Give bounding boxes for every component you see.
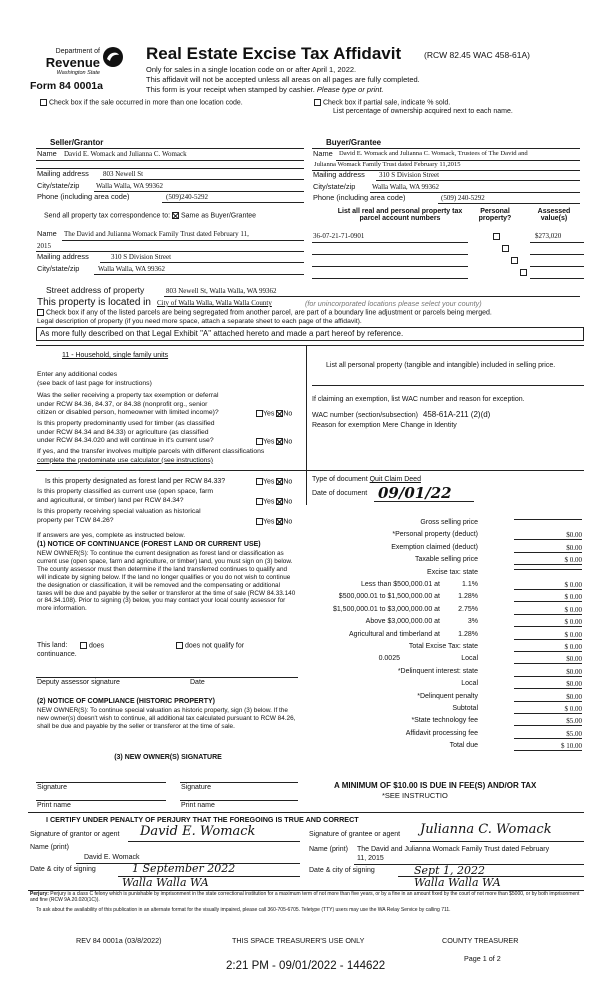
parcel-col1-h2: parcel account numbers bbox=[359, 215, 441, 222]
forest-yes-checkbox[interactable] bbox=[256, 478, 263, 485]
form-number: Form 84 0001a bbox=[30, 80, 103, 92]
parcel-col2-header bbox=[472, 208, 518, 222]
reason-line bbox=[312, 422, 457, 429]
tax-row bbox=[300, 606, 590, 618]
tax-row-value[interactable] bbox=[514, 569, 582, 570]
correspondence-line bbox=[44, 212, 256, 219]
buyer-name-line2[interactable]: Julianna Womack Family Trust dated February 11,2015 bbox=[314, 161, 461, 168]
does-check[interactable] bbox=[80, 642, 104, 649]
sig-grantor-label: Signature of grantor or agent bbox=[30, 831, 120, 838]
buyer-name-line1[interactable]: David E. Womack and Julianna C. Womack, Trustees of The David and bbox=[339, 150, 528, 157]
personal-property-list: List all personal property (tangible and intangible) included in selling price. bbox=[326, 362, 556, 369]
located-value[interactable]: City of Walla Walla, Walla Walla County bbox=[157, 299, 272, 307]
tax-row-rate: 1.1% bbox=[462, 581, 478, 588]
correspondence-label: Send all property tax correspondence to: bbox=[44, 212, 171, 220]
seller-city-label: City/state/zip bbox=[37, 181, 80, 190]
corr-name-line2[interactable]: 2015 bbox=[37, 242, 51, 250]
tax-row bbox=[300, 531, 590, 543]
multi-q1: If yes, and the transfer involves multiple parcels with different classifications bbox=[37, 448, 265, 455]
buyer-name-label: Name bbox=[313, 149, 333, 158]
tax-row-value[interactable]: $ 0.00 bbox=[514, 581, 582, 590]
buyer-phone[interactable]: (509) 240-5292 bbox=[441, 194, 485, 202]
corr-mailing[interactable]: 310 S Division Street bbox=[111, 253, 172, 261]
legal-description: As more fully described on that Legal Exhibit "A" attached hereto and made a part hereof by reference. bbox=[40, 329, 404, 338]
tax-row-value[interactable]: $ 0.00 bbox=[514, 631, 582, 640]
tax-row-value[interactable]: $0.00 bbox=[514, 655, 582, 664]
exempt-no-label: No bbox=[283, 410, 293, 418]
parcel-col2-h1: Personal bbox=[480, 208, 510, 215]
current-use-question bbox=[37, 488, 213, 505]
recording-stamp: 2:21 PM - 09/01/2022 - 144622 bbox=[226, 960, 386, 972]
tax-row bbox=[300, 556, 590, 568]
tax-row-rate: 3% bbox=[467, 618, 478, 626]
sub-line3 bbox=[146, 85, 384, 94]
page-number: Page 1 of 2 bbox=[464, 954, 501, 963]
seller-mailing-label: Mailing address bbox=[37, 169, 89, 178]
exempt-q2: under RCW 84.36, 84.37, or 84.38 (nonprofit org., senior bbox=[37, 400, 208, 408]
tax-row-value[interactable]: $0.00 bbox=[514, 531, 582, 540]
tax-row-label: Total due bbox=[449, 742, 478, 750]
forest-question: Is this property designated as forest land per RCW 84.33? bbox=[45, 478, 226, 485]
forest-yesno bbox=[256, 478, 292, 485]
sub-line2: This affidavit will not be accepted unless all areas on all pages are fully completed. bbox=[146, 75, 420, 84]
tax-row-value[interactable]: $ 10.00 bbox=[514, 742, 582, 751]
owner-signature-label-1: Signature bbox=[37, 784, 67, 791]
timber-question bbox=[37, 420, 215, 446]
tax-row bbox=[300, 544, 590, 556]
tax-row-rate: 2.75% bbox=[458, 605, 478, 613]
corr-name-line1[interactable]: The David and Julianna Womack Family Trust dated February 11, bbox=[64, 230, 249, 238]
corr-city-label: City/state/zip bbox=[37, 264, 80, 273]
current-use-yesno bbox=[256, 498, 292, 505]
tax-row-rate: 1.28% bbox=[458, 630, 478, 638]
legal-note: Legal description of property (if you need more space, attach a separate sheet to each page of the affidavit). bbox=[37, 318, 362, 325]
current-yes-label: Yes bbox=[263, 498, 275, 506]
sub-line3-italic: Please type or print. bbox=[316, 85, 384, 94]
this-land-l1: This land: bbox=[37, 642, 68, 649]
tax-row bbox=[300, 668, 590, 680]
minimum-due: A MINIMUM OF $10.00 IS DUE IN FEE(S) AND/OR TAX bbox=[334, 781, 537, 790]
parcel-col3-h1: Assessed bbox=[537, 208, 571, 215]
located-note: (for unincorporated locations please select your county) bbox=[305, 299, 482, 308]
perjury-text: Perjury is a class C felony which is punishable by imprisonment in the state correctional institution for a maximum term of not more than five years, or by a fine in an amount fixed by the court of not more than $5000, or by both imprisonment and fine (RCW 9A.20.020(1C)). bbox=[30, 891, 580, 903]
seller-name[interactable]: David E. Womack and Julianna C. Womack bbox=[64, 150, 187, 158]
tax-row-label: Affidavit processing fee bbox=[405, 729, 478, 737]
multi-location-checkbox[interactable] bbox=[40, 99, 47, 106]
doc-type[interactable]: Quit Claim Deed bbox=[369, 476, 421, 483]
grantee-name-line1[interactable]: The David and Julianna Womack Family Trust dated February bbox=[357, 846, 550, 853]
tax-row-value[interactable] bbox=[514, 519, 582, 520]
multi-location-check[interactable] bbox=[40, 99, 243, 106]
grantor-name[interactable]: David E. Womack bbox=[84, 854, 140, 861]
tax-row-value[interactable]: $ 0.00 bbox=[514, 606, 582, 615]
doc-date-label: Date of document bbox=[312, 490, 368, 497]
street-address[interactable]: 803 Newell St, Walla Walla, WA 99362 bbox=[166, 287, 277, 295]
form-rcw: (RCW 82.45 WAC 458-61A) bbox=[424, 50, 530, 60]
tax-row bbox=[300, 717, 590, 729]
tax-row-value[interactable]: $5.00 bbox=[514, 730, 582, 739]
owner-print-label-1: Print name bbox=[37, 802, 71, 809]
tax-row-rate: 1.28% bbox=[458, 593, 478, 601]
timber-yes-label: Yes bbox=[263, 438, 275, 446]
form-title: Real Estate Excise Tax Affidavit bbox=[146, 44, 402, 63]
sub-line1: Only for sales in a single location code on or after April 1, 2022. bbox=[146, 65, 357, 74]
tax-row-rate: 0.0025 bbox=[378, 655, 400, 663]
timber-yes-checkbox[interactable] bbox=[256, 438, 263, 445]
owner-print-label-2: Print name bbox=[181, 802, 215, 809]
tax-row-value[interactable]: $ 0.00 bbox=[514, 705, 582, 714]
tax-row-value[interactable]: $ 0.00 bbox=[514, 593, 582, 602]
current-no-checkbox[interactable] bbox=[276, 498, 283, 505]
tax-row-label: *Delinquent interest: state bbox=[397, 667, 478, 675]
seller-city[interactable]: Walla Walla, WA 99362 bbox=[96, 182, 164, 190]
partial-sale-label: Check box if partial sale, indicate % sold. bbox=[322, 99, 451, 107]
historic-yes-label: Yes bbox=[263, 518, 275, 526]
historic-q2: property per TCW 84.26? bbox=[37, 516, 114, 524]
grantor-date-label: Date & city of signing bbox=[30, 866, 96, 873]
tax-row-value[interactable]: $0.00 bbox=[514, 544, 582, 553]
tax-row-label: Local bbox=[461, 655, 478, 663]
certify-heading: I CERTIFY UNDER PENALTY OF PERJURY THAT THE FOREGOING IS TRUE AND CORRECT bbox=[46, 815, 359, 824]
tax-row-value[interactable]: $0.00 bbox=[514, 680, 582, 689]
tax-row bbox=[300, 680, 590, 692]
parcel-col1-h1: List all real and personal property tax bbox=[337, 208, 463, 215]
exempt-no-checkbox[interactable] bbox=[276, 410, 283, 417]
forest-no-checkbox[interactable] bbox=[276, 478, 283, 485]
reason-label: Reason for exemption bbox=[312, 422, 381, 429]
grantee-date[interactable]: Sept 1, 2022 bbox=[414, 864, 485, 877]
owner-signature-label-2: Signature bbox=[181, 784, 211, 791]
buyer-city-label: City/state/zip bbox=[313, 182, 356, 191]
sig-grantee[interactable]: Julianna C. Womack bbox=[420, 822, 552, 837]
grantee-city[interactable]: Walla Walla WA bbox=[414, 876, 501, 889]
multi-location-label: Check box if the sale occurred in more than one location code. bbox=[48, 99, 243, 107]
tax-row bbox=[300, 581, 590, 593]
does-not-label: does not qualify for bbox=[184, 642, 245, 650]
does-not-check[interactable] bbox=[176, 642, 244, 649]
forest-no-label: No bbox=[283, 478, 293, 486]
tax-row-label: $500,000.01 to $1,500,000.00 at bbox=[338, 593, 440, 601]
exempt-q3: citizen or disabled person, homeowner with limited income)? bbox=[37, 409, 219, 417]
does-not-checkbox[interactable] bbox=[176, 642, 183, 649]
tax-row-value[interactable]: $ 0.00 bbox=[514, 618, 582, 627]
historic-question bbox=[37, 508, 201, 525]
tax-row bbox=[300, 643, 590, 655]
this-land-l2: continuance. bbox=[37, 650, 77, 658]
tax-row-value[interactable]: $ 0.00 bbox=[514, 556, 582, 565]
additional-codes bbox=[37, 370, 152, 388]
does-checkbox[interactable] bbox=[80, 642, 87, 649]
tax-row bbox=[300, 618, 590, 630]
segregated-label: Check box if any of the listed parcels are being segregated from another parcel, are part of a boundary line adjustment or parcels being merged. bbox=[45, 309, 492, 317]
same-as-buyer-label: Same as Buyer/Grantee bbox=[180, 212, 257, 220]
notice3-title: (3) NEW OWNER(S) SIGNATURE bbox=[114, 754, 222, 761]
current-yes-checkbox[interactable] bbox=[256, 498, 263, 505]
seller-heading: Seller/Grantor bbox=[50, 138, 104, 147]
segregated-checkbox[interactable] bbox=[37, 309, 44, 316]
grantee-date-label: Date & city of signing bbox=[309, 867, 375, 874]
personal-property-checkbox-4[interactable] bbox=[520, 269, 527, 276]
tax-row-label: Excise tax: state bbox=[427, 568, 478, 576]
tax-row-label: *Personal property (deduct) bbox=[392, 531, 478, 539]
tax-row-value[interactable]: $0.00 bbox=[514, 693, 582, 702]
tax-row-value[interactable]: $ 0.00 bbox=[514, 643, 582, 652]
personal-property-checkbox-1[interactable] bbox=[493, 233, 500, 240]
this-land-label bbox=[37, 642, 77, 659]
tax-row-label: Gross selling price bbox=[420, 519, 478, 526]
sig-grantor[interactable]: David E. Womack bbox=[140, 824, 256, 839]
doc-date[interactable]: 09/01/22 bbox=[378, 484, 452, 502]
sig-grantee-label: Signature of grantee or agent bbox=[309, 831, 401, 838]
tax-row bbox=[300, 693, 590, 705]
see-instructions: *SEE INSTRUCTIO bbox=[382, 791, 448, 800]
grantee-name-label: Name (print) bbox=[309, 846, 348, 853]
grantor-date[interactable]: 1 September 2022 bbox=[132, 862, 236, 875]
seller-name-label: Name bbox=[37, 149, 57, 158]
tax-row bbox=[300, 730, 590, 742]
dept-line3: Washington State bbox=[56, 70, 100, 76]
does-label: does bbox=[88, 642, 105, 650]
doc-type-line bbox=[312, 476, 421, 483]
timber-no-checkbox[interactable] bbox=[276, 438, 283, 445]
buyer-mailing[interactable]: 310 S Division Street bbox=[379, 171, 440, 179]
corr-city[interactable]: Walla Walla, WA 99362 bbox=[98, 265, 166, 273]
tax-row bbox=[300, 593, 590, 605]
current-q2: and agricultural, or timber) land per RCW 84.34? bbox=[37, 496, 184, 504]
tax-row bbox=[300, 631, 590, 643]
parcel-col3-header bbox=[524, 208, 584, 222]
exempt-yesno bbox=[256, 410, 292, 417]
tax-row-value[interactable]: $5.00 bbox=[514, 717, 582, 726]
buyer-heading: Buyer/Grantee bbox=[326, 138, 382, 147]
corr-mailing-label: Mailing address bbox=[37, 252, 89, 261]
dept-line1: Department of bbox=[55, 48, 100, 55]
buyer-mailing-label: Mailing address bbox=[313, 170, 365, 179]
if-yes-note: If answers are yes, complete as instructed below. bbox=[37, 532, 186, 539]
seller-mailing[interactable]: 803 Newell St bbox=[103, 170, 144, 178]
partial-sale-check[interactable] bbox=[314, 99, 450, 106]
tax-row bbox=[300, 655, 590, 667]
wac-label: WAC number (section/subsection) bbox=[312, 412, 418, 419]
parcel-col3-h2: value(s) bbox=[540, 215, 568, 222]
dept-line2: Revenue bbox=[45, 55, 100, 70]
notice1-title: (1) NOTICE OF CONTINUANCE (FOREST LAND OR CURRENT USE) bbox=[37, 541, 261, 548]
exemption-claim: If claiming an exemption, list WAC number and reason for exception. bbox=[312, 396, 525, 403]
multi-classification bbox=[37, 448, 264, 465]
seller-phone[interactable]: (509)240-5292 bbox=[166, 193, 208, 201]
buyer-city[interactable]: Walla Walla, WA 99362 bbox=[372, 183, 440, 191]
county-treasurer: COUNTY TREASURER bbox=[442, 936, 519, 945]
tax-row-label: Taxable selling price bbox=[414, 556, 478, 564]
treasurer-space: THIS SPACE TREASURER'S USE ONLY bbox=[232, 936, 365, 945]
located-label: This property is located in bbox=[37, 297, 151, 308]
seller-phone-label: Phone (including area code) bbox=[37, 192, 130, 201]
tax-row bbox=[300, 569, 590, 581]
exempt-yes-checkbox[interactable] bbox=[256, 410, 263, 417]
grantee-name-line2[interactable]: 11, 2015 bbox=[357, 855, 384, 862]
notice2-title: (2) NOTICE OF COMPLIANCE (HISTORIC PROPERTY) bbox=[37, 698, 215, 705]
additional-codes-l1: Enter any additional codes bbox=[37, 371, 118, 378]
notice2-text: NEW OWNER(S): To continue special valuation as historic property, sign (3) below. If the new owner(s) doesn't wish to continue, all additional tax calculated pursuant to RCW 84.26, shall be due and payable by the seller or transferor at the time of sale. bbox=[37, 707, 296, 730]
tax-row-label: Subtotal bbox=[452, 705, 478, 712]
parcel-col2-h2: property? bbox=[478, 215, 512, 222]
additional-codes-l2: (see back of last page for instructions) bbox=[37, 380, 152, 387]
multi-q2: complete the predominate use calculator (see instructions) bbox=[37, 456, 214, 464]
tax-row-label: $1,500,000.01 to $3,000,000.00 at bbox=[332, 605, 440, 613]
timber-yesno bbox=[256, 438, 292, 445]
deputy-date-label: Date bbox=[190, 679, 205, 686]
exempt-question bbox=[37, 392, 219, 418]
perjury-note bbox=[30, 891, 584, 903]
perjury-label: Perjury: bbox=[30, 891, 49, 897]
corr-name-label: Name bbox=[37, 229, 57, 238]
personal-property-checkbox-3[interactable] bbox=[511, 257, 518, 264]
tax-row-label: Agricultural and timberland at bbox=[348, 630, 440, 638]
timber-q1: Is this property predominantly used for timber (as classified bbox=[37, 420, 215, 427]
timber-q3: under RCW 84.34.020 and will continue in it's current use? bbox=[37, 437, 214, 445]
timber-no-label: No bbox=[283, 438, 293, 446]
tax-row-label: Above $3,000,000.00 at bbox=[365, 618, 440, 626]
personal-property-checkbox-2[interactable] bbox=[502, 245, 509, 252]
tax-row-label: Local bbox=[461, 680, 478, 688]
segregated-check[interactable] bbox=[37, 309, 492, 316]
historic-yesno bbox=[256, 518, 292, 525]
deputy-label: Deputy assessor signature bbox=[37, 679, 120, 686]
tax-row-label: Total Excise Tax: state bbox=[408, 643, 478, 650]
exempt-q1: Was the seller receiving a property tax exemption or deferral bbox=[37, 392, 219, 399]
revenue-swirl-icon bbox=[102, 46, 124, 68]
tax-row bbox=[300, 519, 590, 531]
historic-q1: Is this property receiving special valuation as historical bbox=[37, 508, 201, 515]
forest-yes-label: Yes bbox=[263, 478, 275, 486]
tax-row-label: *Delinquent penalty bbox=[417, 692, 478, 700]
parcel-number[interactable]: 36-07-21-71-0901 bbox=[313, 232, 365, 240]
assessed-value[interactable]: $273,020 bbox=[535, 232, 562, 240]
historic-no-checkbox[interactable] bbox=[276, 518, 283, 525]
partial-sale-checkbox[interactable] bbox=[314, 99, 321, 106]
tax-row-label: *State technology fee bbox=[411, 717, 478, 725]
partial-sale-note: List percentage of ownership acquired next to each name. bbox=[333, 108, 513, 115]
historic-no-label: No bbox=[283, 518, 293, 526]
legal-description-box[interactable] bbox=[36, 327, 584, 341]
exempt-yes-label: Yes bbox=[263, 410, 275, 418]
buyer-phone-label: Phone (including area code) bbox=[313, 193, 406, 202]
notice1-text: NEW OWNER(S): To continue the current designation as forest land or classification as current use (open space, farm and agriculture, or timber) land, you must sign on (3) below. The county assessor must then determine if the land transferred continues to qualify and will indicate by signing below. If the land no longer qualifies or you do not wish to continue the designation or classification, it will be removed and the compensating or additional taxes will be due and payable by the seller or transferor at the time of sale (RCW 84.33.140 or 84.34.108). Prior to signing (3) below, you may contact your local county assessor for more information. bbox=[37, 550, 296, 613]
doc-type-label: Type of document bbox=[312, 476, 368, 483]
rev-number: REV 84 0001a (03/8/2022) bbox=[76, 936, 162, 945]
historic-yes-checkbox[interactable] bbox=[256, 518, 263, 525]
same-as-buyer-checkbox[interactable] bbox=[172, 212, 179, 219]
tax-row-value[interactable]: $0.00 bbox=[514, 668, 582, 677]
current-no-label: No bbox=[283, 498, 293, 506]
wac-number[interactable]: 458-61A-211 (2)(d) bbox=[422, 410, 491, 419]
land-use-code[interactable]: 11 - Household, single family units bbox=[62, 352, 169, 359]
availability-note: To ask about the availability of this publication in an alternate format for the visually impaired, please call 360-705-6705. Teletype (TTY) users may use the WA Relay Service by calling 711. bbox=[36, 907, 451, 913]
sub-line3-text: This form is your receipt when stamped by cashier. bbox=[146, 85, 317, 94]
tax-row-label: Less than $500,000.01 at bbox=[360, 581, 440, 588]
parcel-col1-header bbox=[320, 208, 480, 222]
reason-value[interactable]: Mere Change in Identity bbox=[382, 422, 457, 429]
tax-row bbox=[300, 742, 590, 754]
tax-row-label: Exemption claimed (deduct) bbox=[391, 543, 478, 551]
wac-line bbox=[312, 410, 490, 419]
street-label: Street address of property bbox=[46, 285, 145, 295]
timber-q2: under RCW 84.34 and 84.33) or agriculture (as classified bbox=[37, 428, 209, 436]
grantor-name-label: Name (print) bbox=[30, 844, 69, 851]
current-q1: Is this property classified as current use (open space, farm bbox=[37, 488, 214, 495]
tax-row bbox=[300, 705, 590, 717]
grantor-city[interactable]: Walla Walla WA bbox=[122, 876, 209, 889]
